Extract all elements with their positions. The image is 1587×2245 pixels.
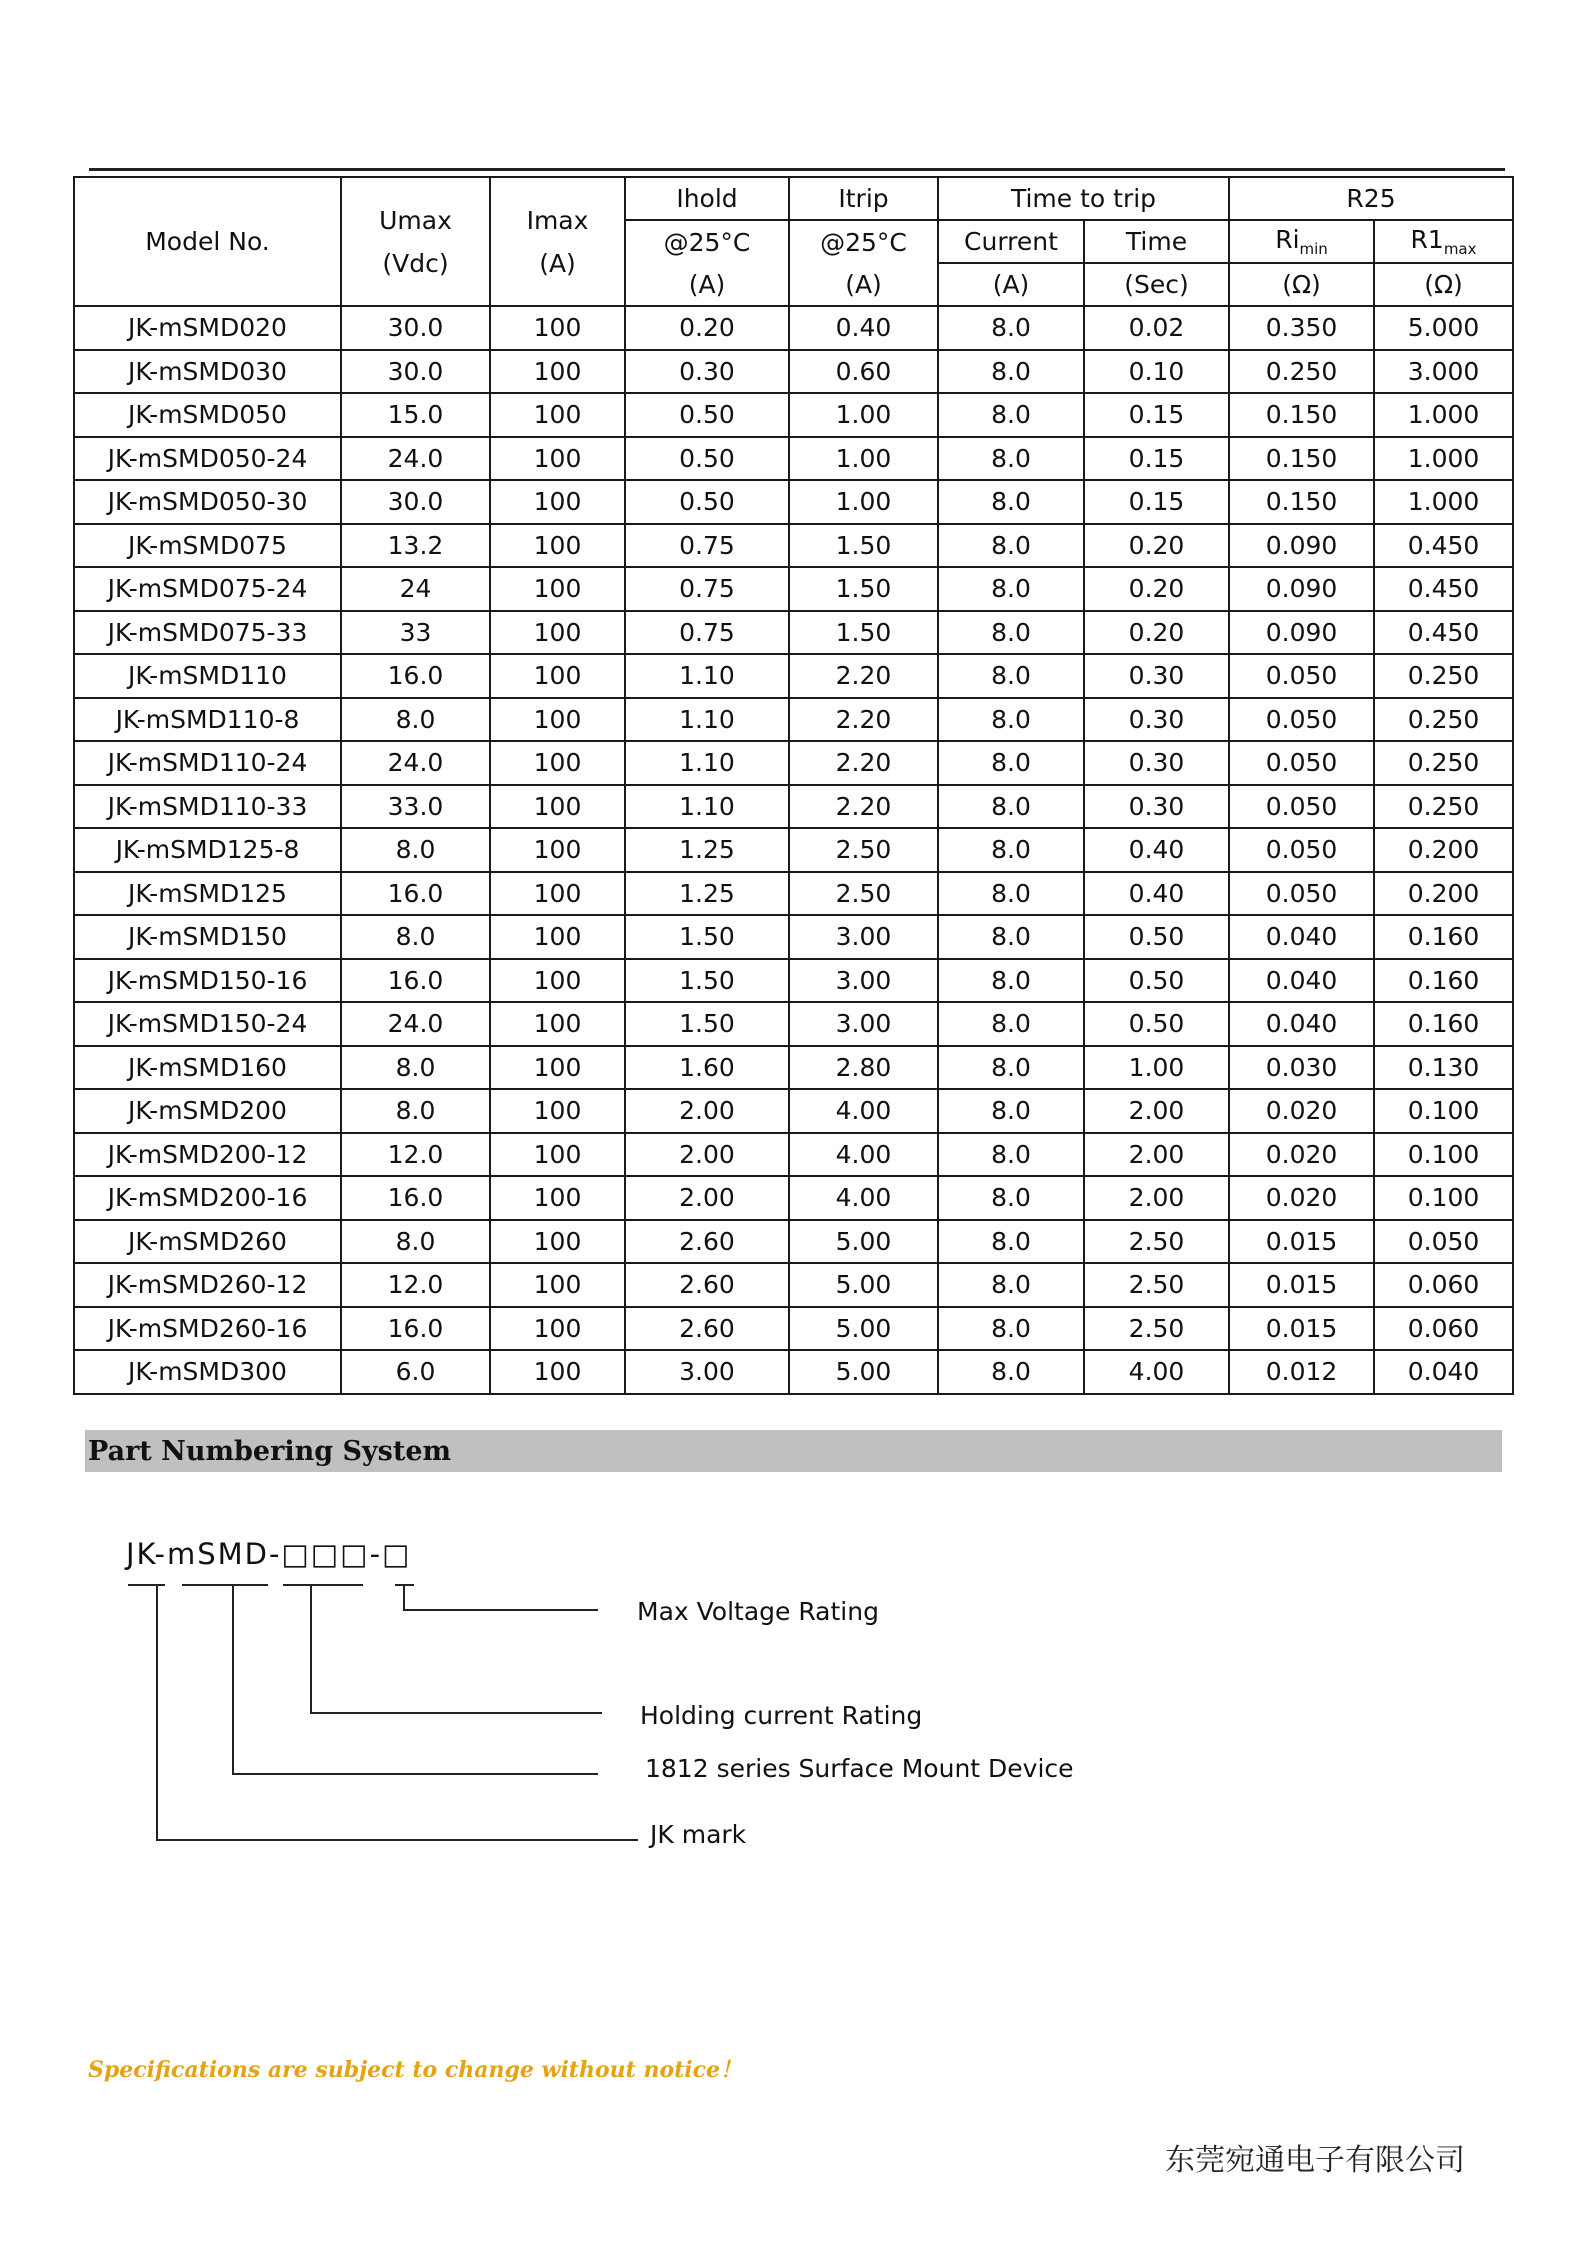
cell-model: JK-mSMD110: [74, 654, 341, 698]
cell-ihold: 0.20: [625, 306, 789, 350]
leader-holding-current: [311, 1585, 602, 1713]
header-imax-label: Imax: [526, 205, 589, 235]
cell-r1max: 0.200: [1374, 872, 1513, 916]
cell-ihold: 0.75: [625, 611, 789, 655]
cell-current: 8.0: [938, 480, 1084, 524]
cell-current: 8.0: [938, 698, 1084, 742]
table-row: [74, 1350, 1513, 1394]
cell-umax: 30.0: [341, 480, 490, 524]
cell-umax: 15.0: [341, 393, 490, 437]
table-row: [74, 524, 1513, 568]
table-row: [74, 741, 1513, 785]
cell-r1max: 0.100: [1374, 1133, 1513, 1177]
cell-model: JK-mSMD200-16: [74, 1176, 341, 1220]
cell-itrip: 2.50: [789, 872, 938, 916]
table-row: [74, 1046, 1513, 1090]
cell-umax: 6.0: [341, 1350, 490, 1394]
table-row: [74, 1133, 1513, 1177]
label-max-voltage: Max Voltage Rating: [637, 1597, 879, 1626]
cell-model: JK-mSMD030: [74, 350, 341, 394]
cell-r1max: 0.160: [1374, 915, 1513, 959]
cell-model: JK-mSMD260-16: [74, 1307, 341, 1351]
cell-itrip: 2.50: [789, 828, 938, 872]
cell-imax: 100: [490, 350, 625, 394]
cell-rimin: 0.090: [1229, 524, 1374, 568]
cell-umax: 33: [341, 611, 490, 655]
cell-time: 0.40: [1084, 872, 1229, 916]
cell-ihold: 2.60: [625, 1307, 789, 1351]
cell-current: 8.0: [938, 915, 1084, 959]
cell-r1max: 1.000: [1374, 437, 1513, 481]
cell-ihold: 1.10: [625, 698, 789, 742]
cell-ihold: 1.10: [625, 741, 789, 785]
cell-model: JK-mSMD050-30: [74, 480, 341, 524]
cell-umax: 30.0: [341, 350, 490, 394]
cell-current: 8.0: [938, 654, 1084, 698]
cell-model: JK-mSMD200: [74, 1089, 341, 1133]
cell-imax: 100: [490, 959, 625, 1003]
cell-time: 0.15: [1084, 393, 1229, 437]
cell-ihold: 3.00: [625, 1350, 789, 1394]
cell-r1max: 5.000: [1374, 306, 1513, 350]
cell-time: 0.40: [1084, 828, 1229, 872]
header-umax-label: Umax: [379, 205, 452, 235]
header-current: Current: [938, 220, 1084, 263]
cell-itrip: 5.00: [789, 1350, 938, 1394]
cell-model: JK-mSMD050-24: [74, 437, 341, 481]
cell-ihold: 1.60: [625, 1046, 789, 1090]
cell-current: 8.0: [938, 567, 1084, 611]
part-code: JK-mSMD-□□□-□: [126, 1537, 412, 1571]
cell-ihold: 1.10: [625, 654, 789, 698]
cell-time: 0.50: [1084, 915, 1229, 959]
cell-time: 0.30: [1084, 698, 1229, 742]
cell-current: 8.0: [938, 959, 1084, 1003]
cell-r1max: 0.250: [1374, 785, 1513, 829]
cell-rimin: 0.050: [1229, 654, 1374, 698]
cell-time: 0.20: [1084, 567, 1229, 611]
cell-umax: 8.0: [341, 698, 490, 742]
header-ihold: Ihold: [625, 177, 789, 220]
cell-time: 2.00: [1084, 1176, 1229, 1220]
cell-time: 0.10: [1084, 350, 1229, 394]
cell-time: 2.50: [1084, 1307, 1229, 1351]
cell-itrip: 4.00: [789, 1133, 938, 1177]
cell-itrip: 2.20: [789, 785, 938, 829]
header-model: Model No.: [74, 177, 341, 306]
cell-model: JK-mSMD160: [74, 1046, 341, 1090]
cell-r1max: 0.160: [1374, 959, 1513, 1003]
cell-imax: 100: [490, 1263, 625, 1307]
cell-imax: 100: [490, 1089, 625, 1133]
header-ihold-unit: (A): [625, 263, 789, 306]
cell-imax: 100: [490, 1307, 625, 1351]
label-jk-mark: JK mark: [650, 1820, 747, 1849]
cell-rimin: 0.050: [1229, 828, 1374, 872]
header-r25: R25: [1229, 177, 1513, 220]
table-row: [74, 872, 1513, 916]
cell-itrip: 5.00: [789, 1220, 938, 1264]
cell-rimin: 0.090: [1229, 567, 1374, 611]
cell-ihold: 0.30: [625, 350, 789, 394]
header-time-to-trip: Time to trip: [938, 177, 1229, 220]
cell-model: JK-mSMD020: [74, 306, 341, 350]
table-row: [74, 915, 1513, 959]
cell-current: 8.0: [938, 1133, 1084, 1177]
top-rule: [89, 168, 1505, 171]
header-imax-unit: (A): [539, 248, 576, 278]
cell-itrip: 1.50: [789, 524, 938, 568]
cell-umax: 24.0: [341, 1002, 490, 1046]
table-row: [74, 785, 1513, 829]
cell-r1max: 0.060: [1374, 1263, 1513, 1307]
cell-rimin: 0.050: [1229, 872, 1374, 916]
cell-r1max: 0.250: [1374, 741, 1513, 785]
cell-model: JK-mSMD260: [74, 1220, 341, 1264]
cell-r1max: 0.250: [1374, 698, 1513, 742]
cell-ihold: 2.00: [625, 1176, 789, 1220]
notice-text: Specifications are subject to change without notice！: [88, 2057, 743, 2083]
cell-itrip: 5.00: [789, 1307, 938, 1351]
cell-current: 8.0: [938, 350, 1084, 394]
leader-jk-mark: [157, 1585, 638, 1840]
cell-time: 0.50: [1084, 1002, 1229, 1046]
cell-ihold: 0.50: [625, 437, 789, 481]
cell-imax: 100: [490, 1350, 625, 1394]
cell-rimin: 0.015: [1229, 1263, 1374, 1307]
cell-imax: 100: [490, 698, 625, 742]
cell-time: 0.15: [1084, 437, 1229, 481]
cell-itrip: 4.00: [789, 1089, 938, 1133]
cell-r1max: 1.000: [1374, 480, 1513, 524]
cell-rimin: 0.050: [1229, 698, 1374, 742]
table-row: [74, 698, 1513, 742]
header-time-unit: (Sec): [1084, 263, 1229, 306]
cell-r1max: 0.050: [1374, 1220, 1513, 1264]
cell-time: 0.20: [1084, 611, 1229, 655]
table-row: [74, 828, 1513, 872]
cell-r1max: 0.160: [1374, 1002, 1513, 1046]
cell-model: JK-mSMD125-8: [74, 828, 341, 872]
cell-rimin: 0.015: [1229, 1307, 1374, 1351]
cell-model: JK-mSMD260-12: [74, 1263, 341, 1307]
cell-imax: 100: [490, 872, 625, 916]
cell-r1max: 0.060: [1374, 1307, 1513, 1351]
cell-umax: 16.0: [341, 959, 490, 1003]
cell-current: 8.0: [938, 828, 1084, 872]
cell-umax: 24.0: [341, 437, 490, 481]
cell-imax: 100: [490, 306, 625, 350]
cell-current: 8.0: [938, 1350, 1084, 1394]
cell-rimin: 0.020: [1229, 1133, 1374, 1177]
cell-itrip: 2.20: [789, 654, 938, 698]
header-rimin-sub: min: [1299, 240, 1328, 258]
cell-model: JK-mSMD110-33: [74, 785, 341, 829]
cell-ihold: 1.50: [625, 915, 789, 959]
cell-itrip: 0.40: [789, 306, 938, 350]
cell-rimin: 0.020: [1229, 1176, 1374, 1220]
header-itrip-cond: @25°C: [789, 220, 938, 263]
table-row: [74, 1002, 1513, 1046]
leader-series: [233, 1585, 598, 1774]
cell-umax: 12.0: [341, 1133, 490, 1177]
cell-imax: 100: [490, 1133, 625, 1177]
cell-r1max: 0.100: [1374, 1176, 1513, 1220]
cell-rimin: 0.012: [1229, 1350, 1374, 1394]
header-rimin-main: Ri: [1275, 225, 1300, 254]
cell-current: 8.0: [938, 1176, 1084, 1220]
leader-max-voltage: [404, 1585, 598, 1610]
table-row: [74, 1263, 1513, 1307]
cell-current: 8.0: [938, 437, 1084, 481]
table-row: [74, 1089, 1513, 1133]
cell-rimin: 0.015: [1229, 1220, 1374, 1264]
cell-ihold: 2.60: [625, 1220, 789, 1264]
cell-time: 1.00: [1084, 1046, 1229, 1090]
cell-ihold: 2.00: [625, 1133, 789, 1177]
header-rimin: [1229, 220, 1374, 263]
cell-current: 8.0: [938, 1089, 1084, 1133]
cell-itrip: 2.80: [789, 1046, 938, 1090]
header-r1max: [1374, 220, 1513, 263]
cell-time: 4.00: [1084, 1350, 1229, 1394]
cell-imax: 100: [490, 611, 625, 655]
cell-imax: 100: [490, 1220, 625, 1264]
cell-current: 8.0: [938, 1263, 1084, 1307]
cell-rimin: 0.030: [1229, 1046, 1374, 1090]
cell-itrip: 1.00: [789, 480, 938, 524]
cell-umax: 16.0: [341, 1307, 490, 1351]
cell-umax: 8.0: [341, 1220, 490, 1264]
header-rimin-unit: (Ω): [1229, 263, 1374, 306]
cell-model: JK-mSMD200-12: [74, 1133, 341, 1177]
cell-ihold: 1.10: [625, 785, 789, 829]
cell-imax: 100: [490, 567, 625, 611]
cell-rimin: 0.040: [1229, 1002, 1374, 1046]
cell-rimin: 0.150: [1229, 480, 1374, 524]
cell-itrip: 1.50: [789, 611, 938, 655]
cell-ihold: 0.75: [625, 524, 789, 568]
cell-umax: 24.0: [341, 741, 490, 785]
cell-model: JK-mSMD075: [74, 524, 341, 568]
cell-model: JK-mSMD150-24: [74, 1002, 341, 1046]
cell-itrip: 4.00: [789, 1176, 938, 1220]
cell-current: 8.0: [938, 1002, 1084, 1046]
header-itrip-unit: (A): [789, 263, 938, 306]
cell-umax: 13.2: [341, 524, 490, 568]
cell-r1max: 3.000: [1374, 350, 1513, 394]
cell-time: 0.20: [1084, 524, 1229, 568]
table-row: [74, 1307, 1513, 1351]
table-row: [74, 1176, 1513, 1220]
cell-current: 8.0: [938, 1046, 1084, 1090]
cell-r1max: 0.250: [1374, 654, 1513, 698]
cell-ihold: 0.50: [625, 480, 789, 524]
header-umax-unit: (Vdc): [382, 248, 449, 278]
table-row: [74, 437, 1513, 481]
cell-current: 8.0: [938, 393, 1084, 437]
cell-umax: 16.0: [341, 872, 490, 916]
cell-itrip: 1.50: [789, 567, 938, 611]
cell-imax: 100: [490, 741, 625, 785]
cell-imax: 100: [490, 480, 625, 524]
cell-ihold: 0.50: [625, 393, 789, 437]
cell-rimin: 0.150: [1229, 437, 1374, 481]
cell-model: JK-mSMD150-16: [74, 959, 341, 1003]
cell-r1max: 0.450: [1374, 611, 1513, 655]
header-r1max-main: R1: [1410, 225, 1444, 254]
cell-model: JK-mSMD075-33: [74, 611, 341, 655]
cell-umax: 16.0: [341, 1176, 490, 1220]
cell-r1max: 0.450: [1374, 567, 1513, 611]
cell-imax: 100: [490, 828, 625, 872]
header-current-unit: (A): [938, 263, 1084, 306]
cell-umax: 30.0: [341, 306, 490, 350]
cell-itrip: 3.00: [789, 1002, 938, 1046]
cell-model: JK-mSMD300: [74, 1350, 341, 1394]
cell-itrip: 5.00: [789, 1263, 938, 1307]
cell-r1max: 0.040: [1374, 1350, 1513, 1394]
cell-current: 8.0: [938, 872, 1084, 916]
cell-time: 0.30: [1084, 654, 1229, 698]
header-itrip: Itrip: [789, 177, 938, 220]
header-time: Time: [1084, 220, 1229, 263]
cell-imax: 100: [490, 1046, 625, 1090]
company-name: 东莞宛通电子有限公司: [1165, 2143, 1465, 2178]
table-row: [74, 959, 1513, 1003]
cell-time: 0.30: [1084, 741, 1229, 785]
cell-time: 0.15: [1084, 480, 1229, 524]
cell-imax: 100: [490, 1176, 625, 1220]
cell-ihold: 0.75: [625, 567, 789, 611]
cell-imax: 100: [490, 1002, 625, 1046]
table-row: [74, 350, 1513, 394]
cell-imax: 100: [490, 393, 625, 437]
cell-ihold: 2.00: [625, 1089, 789, 1133]
cell-current: 8.0: [938, 785, 1084, 829]
cell-r1max: 1.000: [1374, 393, 1513, 437]
part-numbering-title: Part Numbering System: [88, 1436, 452, 1467]
cell-rimin: 0.090: [1229, 611, 1374, 655]
header-umax: [341, 177, 490, 306]
table-row: [74, 611, 1513, 655]
cell-time: 2.50: [1084, 1220, 1229, 1264]
cell-rimin: 0.150: [1229, 393, 1374, 437]
cell-umax: 8.0: [341, 1046, 490, 1090]
cell-current: 8.0: [938, 524, 1084, 568]
cell-current: 8.0: [938, 1307, 1084, 1351]
cell-time: 2.00: [1084, 1089, 1229, 1133]
cell-r1max: 0.450: [1374, 524, 1513, 568]
header-ihold-cond: @25°C: [625, 220, 789, 263]
header-row-1: [74, 177, 1513, 220]
cell-rimin: 0.040: [1229, 915, 1374, 959]
cell-imax: 100: [490, 785, 625, 829]
label-holding-current: Holding current Rating: [640, 1701, 923, 1730]
cell-model: JK-mSMD150: [74, 915, 341, 959]
cell-itrip: 0.60: [789, 350, 938, 394]
table-row: [74, 567, 1513, 611]
cell-rimin: 0.050: [1229, 741, 1374, 785]
cell-time: 0.30: [1084, 785, 1229, 829]
cell-current: 8.0: [938, 741, 1084, 785]
header-r1max-unit: (Ω): [1374, 263, 1513, 306]
cell-imax: 100: [490, 654, 625, 698]
table-row: [74, 1220, 1513, 1264]
table-row: [74, 654, 1513, 698]
cell-model: JK-mSMD110-8: [74, 698, 341, 742]
cell-rimin: 0.020: [1229, 1089, 1374, 1133]
cell-imax: 100: [490, 915, 625, 959]
cell-umax: 8.0: [341, 1089, 490, 1133]
cell-model: JK-mSMD075-24: [74, 567, 341, 611]
cell-ihold: 1.50: [625, 1002, 789, 1046]
table-row: [74, 393, 1513, 437]
cell-model: JK-mSMD050: [74, 393, 341, 437]
cell-umax: 16.0: [341, 654, 490, 698]
cell-r1max: 0.200: [1374, 828, 1513, 872]
cell-rimin: 0.350: [1229, 306, 1374, 350]
cell-time: 0.02: [1084, 306, 1229, 350]
cell-imax: 100: [490, 437, 625, 481]
cell-rimin: 0.050: [1229, 785, 1374, 829]
cell-itrip: 1.00: [789, 393, 938, 437]
cell-time: 0.50: [1084, 959, 1229, 1003]
cell-itrip: 3.00: [789, 915, 938, 959]
table-row: [74, 306, 1513, 350]
cell-current: 8.0: [938, 611, 1084, 655]
cell-umax: 12.0: [341, 1263, 490, 1307]
label-series: 1812 series Surface Mount Device: [645, 1754, 1074, 1783]
cell-r1max: 0.100: [1374, 1089, 1513, 1133]
cell-umax: 24: [341, 567, 490, 611]
cell-itrip: 1.00: [789, 437, 938, 481]
cell-ihold: 1.50: [625, 959, 789, 1003]
cell-rimin: 0.040: [1229, 959, 1374, 1003]
header-r1max-sub: max: [1443, 240, 1477, 258]
cell-time: 2.00: [1084, 1133, 1229, 1177]
cell-current: 8.0: [938, 306, 1084, 350]
table-row: [74, 480, 1513, 524]
cell-model: JK-mSMD110-24: [74, 741, 341, 785]
cell-current: 8.0: [938, 1220, 1084, 1264]
cell-umax: 8.0: [341, 915, 490, 959]
cell-ihold: 1.25: [625, 828, 789, 872]
cell-model: JK-mSMD125: [74, 872, 341, 916]
cell-itrip: 2.20: [789, 698, 938, 742]
spec-table: [73, 176, 1514, 1395]
cell-itrip: 2.20: [789, 741, 938, 785]
cell-r1max: 0.130: [1374, 1046, 1513, 1090]
cell-umax: 8.0: [341, 828, 490, 872]
cell-ihold: 2.60: [625, 1263, 789, 1307]
cell-imax: 100: [490, 524, 625, 568]
cell-umax: 33.0: [341, 785, 490, 829]
cell-time: 2.50: [1084, 1263, 1229, 1307]
cell-itrip: 3.00: [789, 959, 938, 1003]
cell-rimin: 0.250: [1229, 350, 1374, 394]
cell-ihold: 1.25: [625, 872, 789, 916]
header-imax: [490, 177, 625, 306]
